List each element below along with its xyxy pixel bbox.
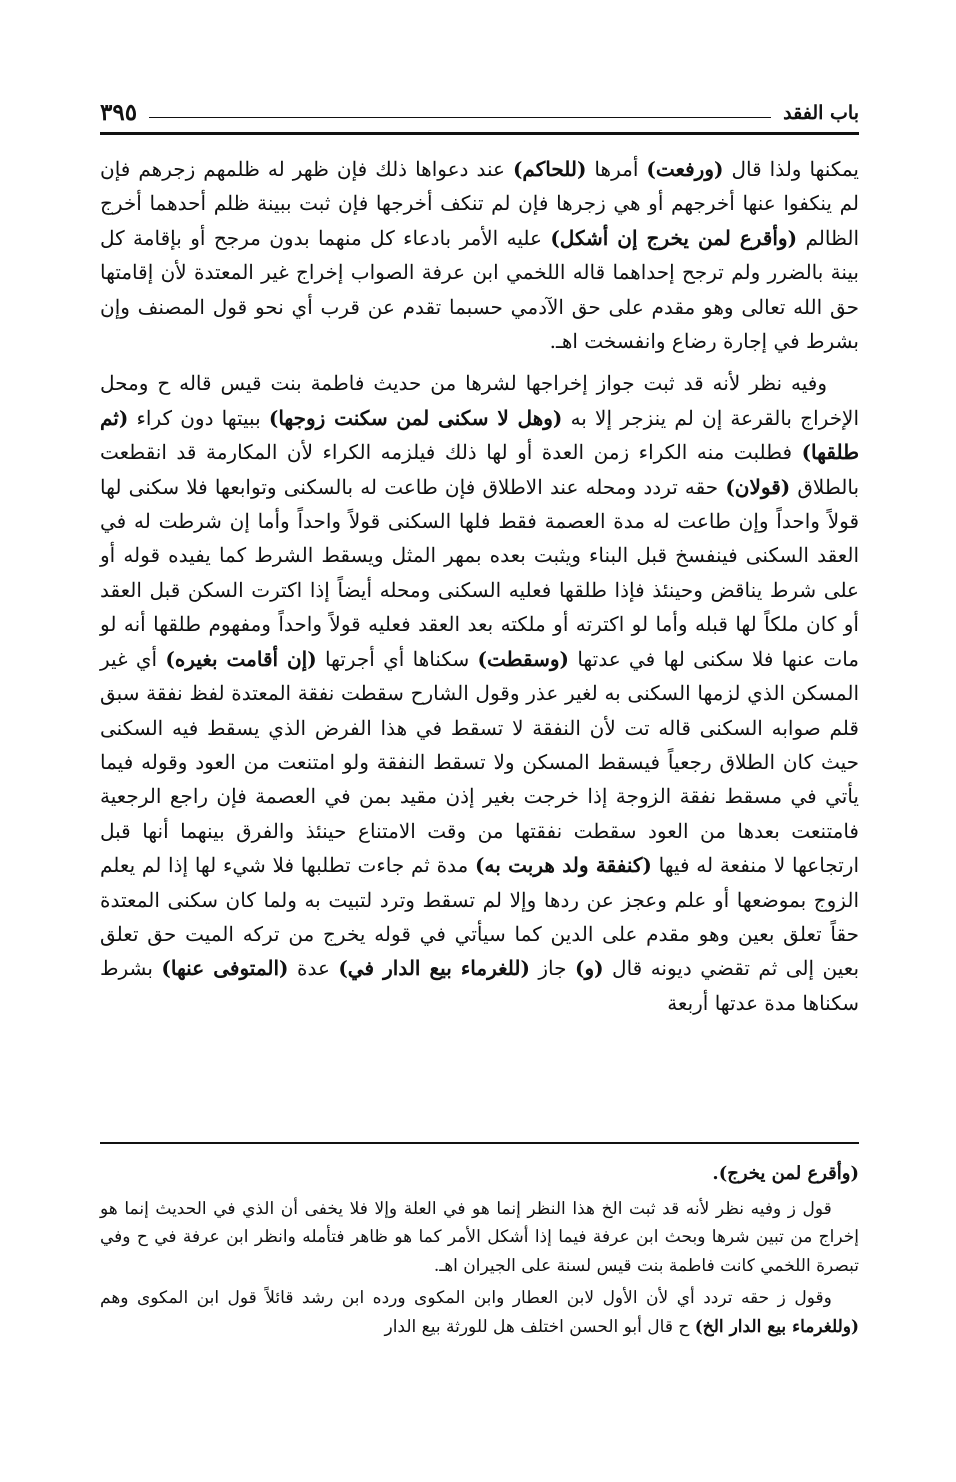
matn-quote: (ثم طلقها) bbox=[100, 405, 859, 465]
running-head: باب الفقد bbox=[783, 102, 859, 124]
matn-quote: (وأقرع لمن يخرج إن أشكل) bbox=[550, 225, 798, 250]
text-run: عدة bbox=[288, 956, 339, 981]
matn-quote: (إن أقامت بغيره) bbox=[165, 646, 317, 671]
footnote-paragraph-2 bbox=[100, 1284, 859, 1341]
text-run: حقه تردد ومحله عند الاطلاق فإن طاعت له بالسكنى وتوابعها فلا سكنى لها قولاً واحداً وإن طاعت له مدة العصمة فقط فلها السكنى قولاً واحداً وأما إن شرطت له في العقد السكنى فينفسخ قبل البناء ويثبت بعده بمهر المثل ويسقط الشرط كما يفيده قوله أو على شرط يناقض وحينئذ فإذا طلقها فعليه السكنى ومحله أيضاً إذا اكترت السكن قبل العقد أو كان ملكاً لها قبله وأما لو اكترته أو ملكته بعد العقد فعليه قولاً واحداً ومفهوم طلقها أنه لو مات عنها فلا سكنى لها في عدتها bbox=[100, 474, 859, 671]
page-number: ٣٩٥ bbox=[100, 99, 138, 126]
text-run: بشرط سكناها مدة عدتها أربعة bbox=[100, 956, 859, 1015]
text-run: أي غير المسكن الذي لزمها السكنى به لغير عذر وقول الشارح سقطت نفقة المعتدة لفظ نفقة سبق قلم صوابه السكنى قاله تت لأن النفقة لا تسقط في هذا الفرض الذي يسقط فيه السكنى حيث كان الطلاق رجعياً فيسقط المسكن ولا تسقط النفقة ولو امتنعت من العود وقوله فيما يأتي في مسقط نفقة الزوجة إذا خرجت بغير إذن مقيد بمن في العصمة فإن راجع الرجعية فامتنعت بعدها من العود سقطت نفقتها من وقت الامتناع حينئذ والفرق بينهما أنها قبل ارتجاعها لا منفعة له فيها bbox=[100, 646, 860, 878]
text-run: عند دعواها ذلك فإن ظهر له ظلمهم زجرهم فإن لم ينكفوا عنها أخرجهم أو هي زجرها فإن لم تنكف أخرجها فإن ثبت ببينة ظلم أحدهما أخرج الظالم bbox=[100, 157, 860, 250]
matn-quote: (وسقطت) bbox=[477, 646, 570, 671]
matn-quote: (كنفقة ولد هربت به) bbox=[475, 853, 652, 878]
page-header bbox=[100, 92, 859, 126]
header-leader-line bbox=[149, 117, 771, 118]
text-run: عليه الأمر بادعاء كل منهما بدون مرجح أو بإقامة كل بينة بالضرر ولم ترجح إحداهما قاله اللخمي ابن عرفة الصواب إخراج غير المعتدة لأن إقامتها حق الله تعالى وهو مقدم على حق الآدمي حسبما تقدم عن قرب أي نحو قول المصنف وإن بشرط في إجارة رضاع وانفسخت اهـ. bbox=[100, 225, 859, 354]
matn-quote: (وهل لا سكنى لمن سكنت زوجها) bbox=[268, 405, 563, 430]
text-run: فطلبت منه الكراء زمن العدة أو لها ذلك فيلزمه الكراء لأن المكارمة قد انقطعت بالطلاق bbox=[100, 440, 860, 499]
text-run: مدة ثم جاءت تطلبها فلا شيء لها إذا لم يعلم الزوج بموضعها أو علم وعجز عن ردها وإلا لم تسقط وترد لتبيت به ولما كان سكنى المعتدة حقاً تعلق بعين وهو مقدم على الدين كما سيأتي في قوله يخرج من تركه الميت حق تعلق بعين إلى ثم تقضي ديونه قال bbox=[100, 853, 860, 981]
text-run: ببيتها دون كراء bbox=[128, 405, 269, 430]
matn-quote: (قولان) bbox=[725, 474, 791, 499]
text-run: وقول ز حقه تردد أي لأن الأول لابن العطار وابن المكوى ورده ابن رشد قائلاً قول ابن المكوى وهم bbox=[100, 1288, 832, 1308]
matn-quote: (و) bbox=[574, 956, 604, 981]
text-run: ح قال أبو الحسن اختلف هل للورثة بيع الدار bbox=[384, 1316, 695, 1337]
matn-quote: (للغرماء بيع الدار في) bbox=[338, 956, 530, 981]
matn-quote: (للحاكم) bbox=[512, 157, 587, 181]
matn-quote: (ورفعت) bbox=[646, 157, 724, 181]
main-paragraph-1 bbox=[100, 152, 859, 358]
footnotes bbox=[100, 1160, 859, 1341]
text-run: وفيه نظر لأنه قد ثبت جواز إخراجها لشرها من حديث فاطمة بنت قيس قاله ح ومحل الإخراج بالقرعة إن لم ينزجر إلا به bbox=[100, 371, 860, 430]
matn-quote: (وللغرماء بيع الدار الخ) bbox=[694, 1316, 859, 1337]
text-run: يمكنها ولذا قال bbox=[723, 157, 859, 181]
text-run: أمرها bbox=[586, 157, 647, 181]
text-run: سكناها أي أجرتها bbox=[316, 646, 478, 671]
main-paragraph-2 bbox=[100, 366, 859, 1020]
footnote-paragraph-1: قول ز وفيه نظر لأنه قد ثبت الخ هذا النظر إنما هو في العلة وإلا فلا يخفى أن الذي في الحديث إنما هو إخراج من تبين شرها وبحث ابن عرفة فيما إذا أشكل الأمر كما هو ظاهر فتأمله وانظر ابن عرفة في ح وفي تبصرة اللخمي كانت فاطمة بنت قيس لسنة على الجيران اهـ. bbox=[100, 1198, 859, 1276]
footnote-heading: (وأقرع لمن يخرج). bbox=[712, 1163, 859, 1184]
header-rule bbox=[100, 132, 859, 135]
text-run: جاز bbox=[529, 956, 575, 981]
matn-quote: (المتوفى عنها) bbox=[161, 956, 289, 981]
main-text bbox=[100, 152, 859, 1020]
footnote-separator bbox=[100, 1142, 859, 1144]
